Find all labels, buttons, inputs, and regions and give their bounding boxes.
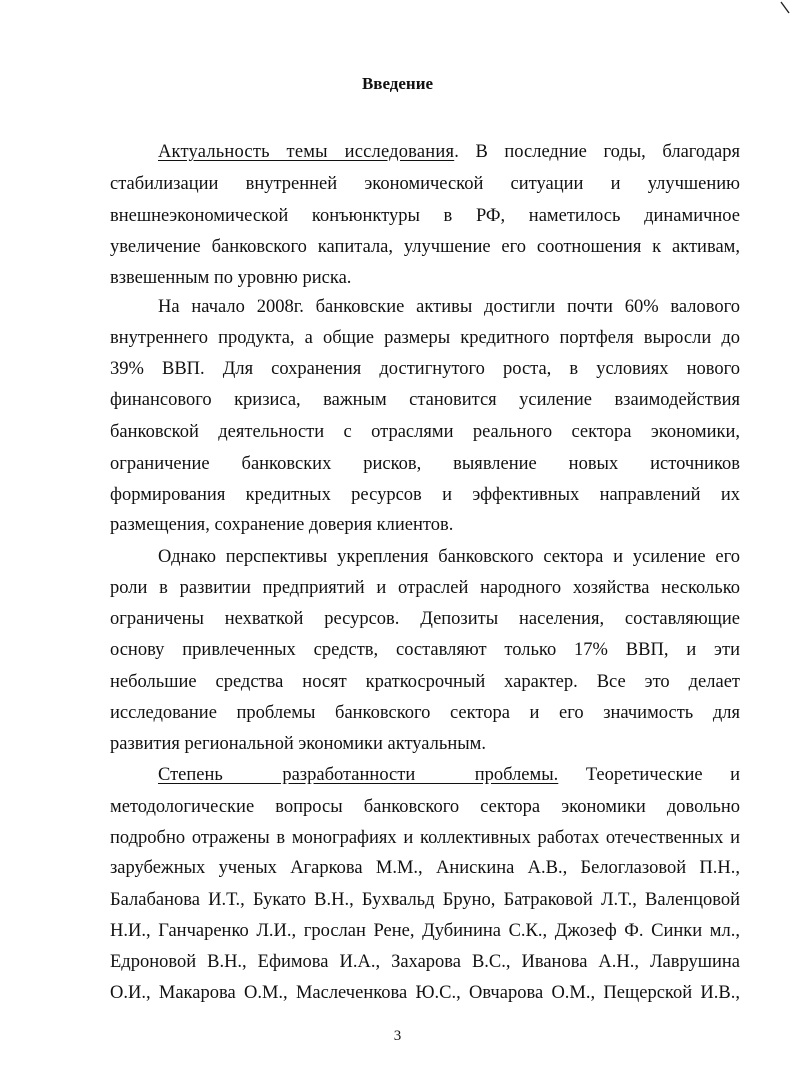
paragraph-line: роли в развитии предприятий и отраслей народного хозяйства несколько — [110, 578, 740, 598]
paragraph-line — [158, 766, 740, 785]
paragraph-line: основу привлеченных средств, составляют только 17% ВВП, и эти — [110, 640, 740, 660]
paragraph-line: финансового кризиса, важным становится усиление взаимодействия — [110, 390, 740, 410]
paragraph-text: Теоретические и — [585, 765, 741, 785]
paragraph-line: банковской деятельности с отраслями реального сектора экономики, — [110, 422, 740, 442]
paragraph-line: внутреннего продукта, а общие размеры кредитного портфеля выросли до — [110, 328, 740, 348]
paragraph-line: стабилизации внутренней экономической ситуации и улучшению — [110, 174, 740, 194]
scan-corner-mark — [779, 0, 793, 16]
paragraph-line: увеличение банковского капитала, улучшение его соотношения к активам, — [110, 237, 740, 257]
paragraph-line: Балабанова И.Т., Букато В.Н., Бухвальд Бруно, Батраковой Л.Т., Валенцовой — [110, 890, 740, 910]
paragraph-line: ограничены нехваткой ресурсов. Депозиты населения, составляющие — [110, 609, 740, 629]
paragraph-line: Н.И., Ганчаренко Л.И., гpослан Рене, Дубинина С.К., Джозеф Ф. Синки мл., — [110, 921, 740, 941]
paragraph-line: методологические вопросы банковского сектора экономики довольно — [110, 797, 740, 817]
paragraph-line: Едроновой В.Н., Ефимова И.А., Захарова В.С., Иванова А.Н., Лаврушина — [110, 952, 740, 972]
paragraph-line: подробно отражены в монографиях и коллективных работах отечественных и — [110, 828, 740, 848]
paragraph-line: внешнеэкономической конъюнктуры в РФ, наметилось динамичное — [110, 206, 740, 226]
paragraph-line: ограничение банковских рисков, выявление новых источников — [110, 454, 740, 474]
paragraph-line: На начало 2008г. банковские активы достигли почти 60% валового — [158, 297, 740, 317]
paragraph-line: 39% ВВП. Для сохранения достигнутого роста, в условиях нового — [110, 359, 740, 379]
paragraph-line: формирования кредитных ресурсов и эффективных направлений их — [110, 485, 740, 505]
heading-punctuation: . — [454, 142, 459, 162]
paragraph-line: размещения, сохранение доверия клиентов. — [110, 515, 454, 535]
paragraph-line: исследование проблемы банковского сектора и его значимость для — [110, 703, 740, 723]
paragraph-line: небольшие средства носят краткосрочный характер. Все это делает — [110, 672, 740, 692]
paragraph-text: В последние годы, благодаря — [475, 142, 741, 162]
paragraph-line: взвешенным по уровню риска. — [110, 268, 352, 288]
paragraph-line — [158, 143, 740, 162]
section-heading-development-degree: Степень разработанности проблемы. — [158, 765, 559, 785]
paragraph-line: Однако перспективы укрепления банковского сектора и усиление его — [158, 547, 740, 567]
page-number: 3 — [393, 1028, 402, 1044]
section-heading-relevance: Актуальность темы исследования — [158, 142, 455, 162]
paragraph-line: зарубежных ученых Агаркова М.М., Анискина А.В., Белоглазовой П.Н., — [110, 858, 740, 878]
paragraph-line: О.И., Макарова О.М., Маслеченкова Ю.С., Овчарова О.М., Пещерской И.В., — [110, 983, 740, 1003]
page-title: Введение — [361, 74, 434, 93]
paragraph-line: развития региональной экономики актуальным. — [110, 734, 487, 754]
